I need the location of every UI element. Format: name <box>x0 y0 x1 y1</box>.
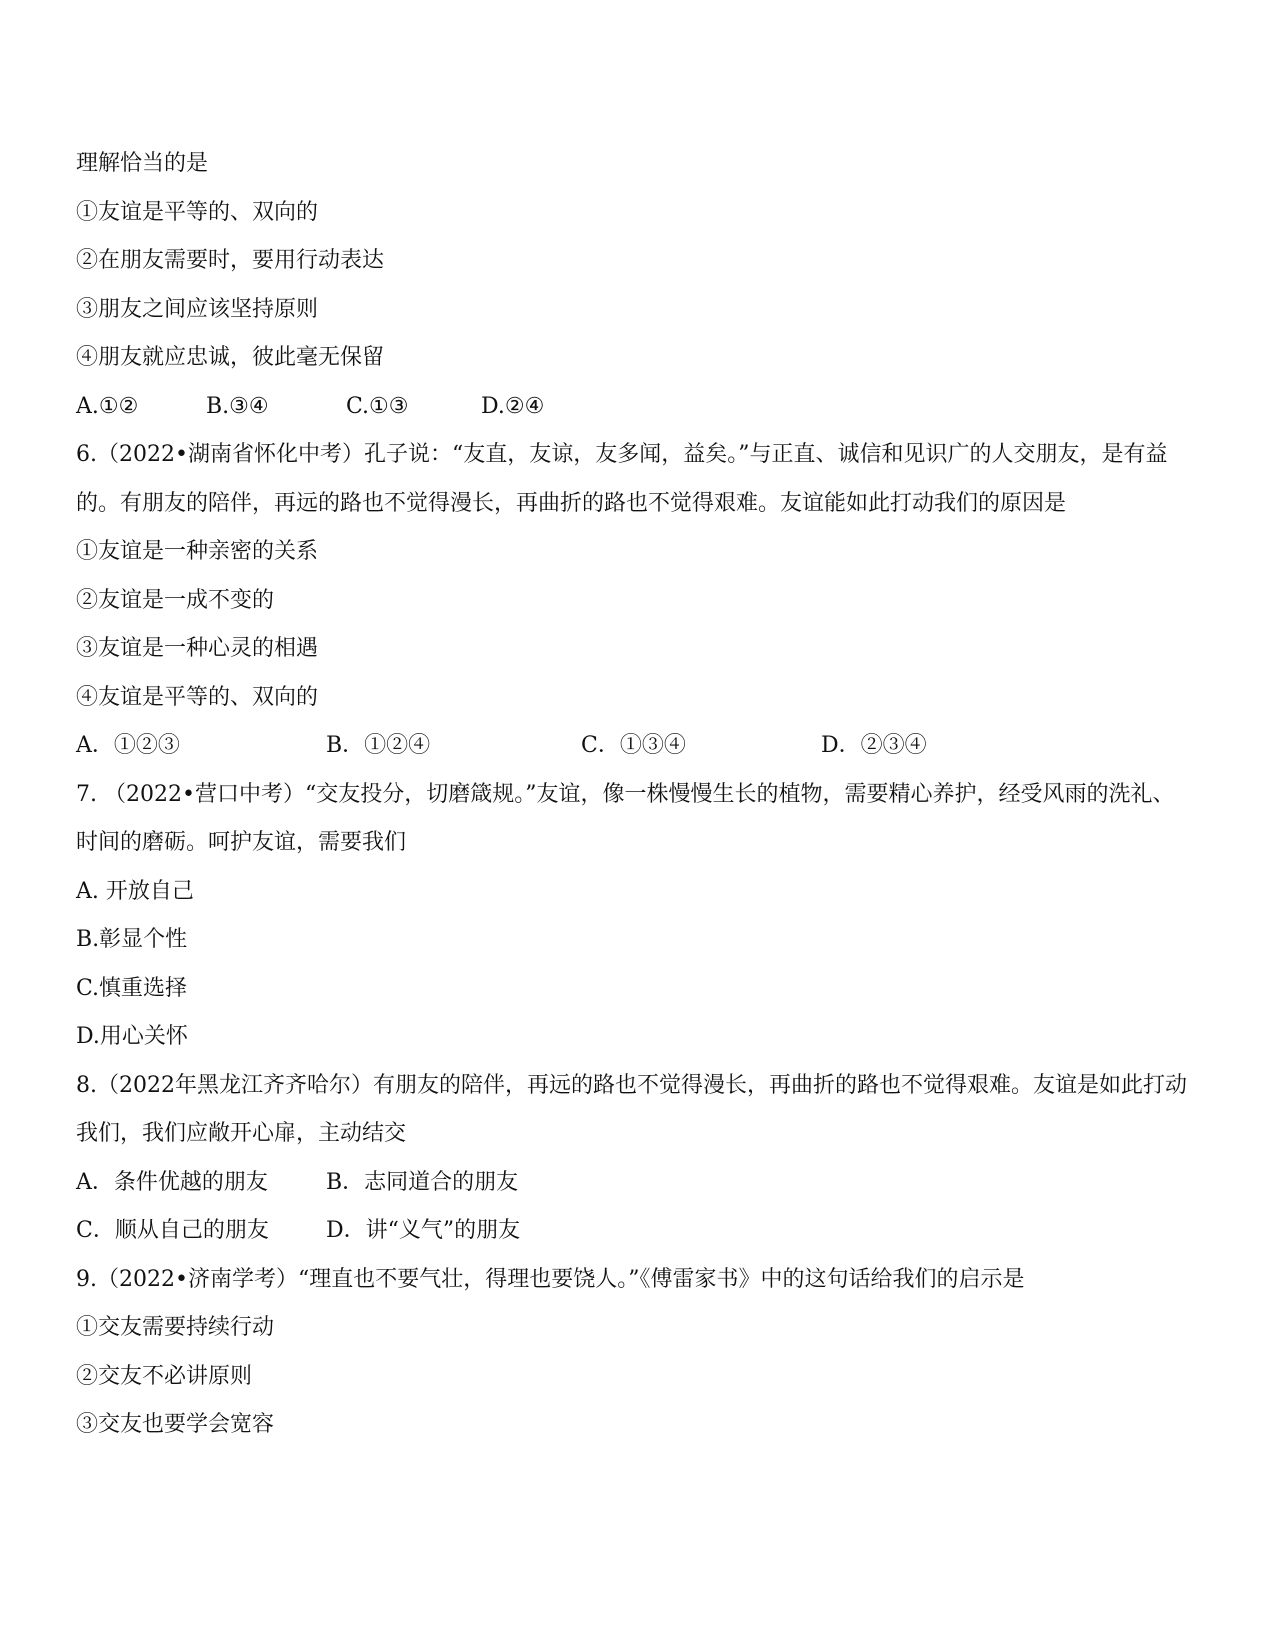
question-7-option-b: B.彰显个性 <box>76 927 188 952</box>
question-6-item-2: ②友谊是一成不变的 <box>76 587 275 613</box>
question-8-option-a: A．条件优越的朋友 <box>76 1169 268 1195</box>
question-5-item-1: ①友谊是平等的、双向的 <box>76 199 319 225</box>
question-8-option-b: B．志同道合的朋友 <box>326 1169 519 1195</box>
question-8-options-row-2 <box>76 1207 1206 1256</box>
question-6-options <box>76 722 1206 771</box>
question-9-stem: 9.（2022•济南学考）“理直也不要气壮，得理也要饶人。”《傅雷家书》中的这句话给我们的启示是 <box>76 1266 1025 1292</box>
question-6-option-d: D．②③④ <box>821 733 927 758</box>
question-5-options <box>76 383 1206 432</box>
question-6-item-3: ③友谊是一种心灵的相遇 <box>76 636 319 661</box>
question-5-stem-tail: 理解恰当的是 <box>76 151 209 176</box>
question-5-option-b: B.③④ <box>206 393 269 419</box>
question-5-option-d: D.②④ <box>481 393 545 419</box>
page-content <box>76 140 1206 1450</box>
question-6-item-4: ④友谊是平等的、双向的 <box>76 684 319 710</box>
question-6-option-c: C．①③④ <box>581 733 686 758</box>
question-5-option-a: A.①② <box>76 393 139 419</box>
question-7-option-c: C.慎重选择 <box>76 975 188 1001</box>
question-5-item-4: ④朋友就应忠诚，彼此毫无保留 <box>76 345 385 370</box>
question-8-stem: 8.（2022年黑龙江齐齐哈尔）有朋友的陪伴，再远的路也不觉得漫长，再曲折的路也不觉得艰难。友谊是如此打动我们，我们应敞开心扉，主动结交 <box>76 1072 1187 1146</box>
question-5-option-c: C.①③ <box>346 393 409 419</box>
question-5-item-3: ③朋友之间应该坚持原则 <box>76 296 319 322</box>
question-8-option-c: C．顺从自己的朋友 <box>76 1218 269 1243</box>
question-7-stem: 7. （2022•营口中考）“交友投分，切磨箴规。”友谊，像一株慢慢生长的植物，需要精心养护，经受风雨的洗礼、时间的磨砺。呵护友谊，需要我们 <box>76 781 1175 855</box>
question-9-item-3: ③交友也要学会宽容 <box>76 1412 275 1437</box>
question-7-option-a: A. 开放自己 <box>76 878 194 904</box>
question-8-options-row-1 <box>76 1159 1206 1208</box>
question-6-option-a: A．①②③ <box>76 733 180 758</box>
question-9-item-2: ②交友不必讲原则 <box>76 1363 253 1389</box>
question-6-option-b: B．①②④ <box>326 733 431 758</box>
question-9-item-1: ①交友需要持续行动 <box>76 1315 275 1340</box>
question-6-stem: 6.（2022•湖南省怀化中考）孔子说：“友直，友谅，友多闻，益矣。”与正直、诚信和见识广的人交朋友，是有益的。有朋友的陪伴，再远的路也不觉得漫长，再曲折的路也不觉得艰难。友谊能如此打动我们的原因是 <box>76 442 1168 516</box>
question-6-item-1: ①友谊是一种亲密的关系 <box>76 539 319 564</box>
question-8-option-d: D．讲“义气”的朋友 <box>326 1218 521 1243</box>
question-5-item-2: ②在朋友需要时，要用行动表达 <box>76 248 385 273</box>
question-7-option-d: D.用心关怀 <box>76 1024 188 1049</box>
